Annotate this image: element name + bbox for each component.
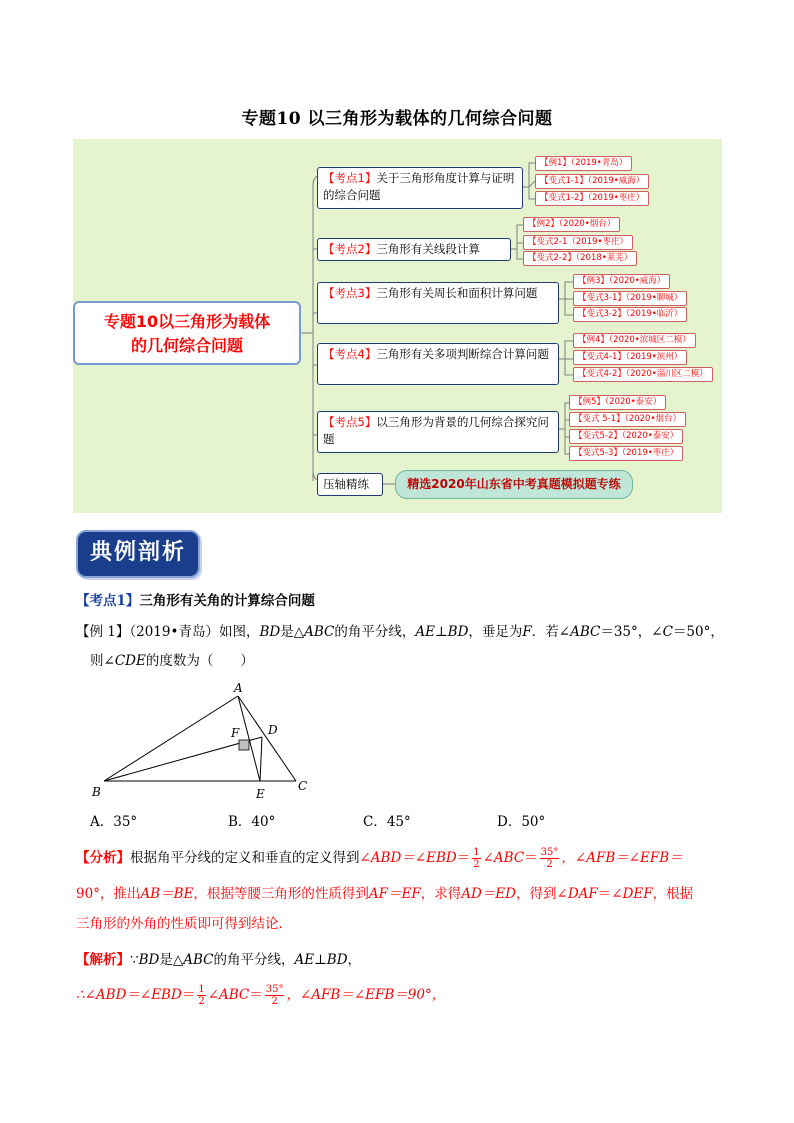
leaf-1-3[interactable]: 【变式1-2】（2019•枣庄） (535, 191, 649, 206)
segment-ac (238, 696, 296, 781)
mind-map-root: 专题10以三角形为载体 的几何综合问题 (73, 301, 301, 365)
triangle-figure (88, 680, 320, 805)
final-practice-box[interactable]: 压轴精练 (317, 473, 383, 496)
example-line-1: 【例 1】（2019•青岛）如图，BD是△ABC的角平分线，AE⊥BD，垂足为F．若∠ABC＝35°，∠C＝50°， (76, 624, 724, 640)
leaf-4-2[interactable]: 【变式4-1】（2019•滨州） (573, 350, 687, 365)
option-d[interactable]: D．50° (497, 814, 546, 830)
label-c: C (298, 779, 308, 793)
leaf-4-3[interactable]: 【变式4-2】（2020•淄川区二模） (573, 367, 713, 382)
leaf-5-1[interactable]: 【例5】（2020•泰安） (569, 395, 666, 410)
label-b: B (92, 785, 101, 799)
label-f: F (231, 726, 240, 740)
leaf-3-2[interactable]: 【变式3-1】（2019•聊城） (573, 291, 687, 306)
leaf-3-1[interactable]: 【例3】（2020•威海） (573, 274, 670, 289)
analysis-line-3: 三角形的外角的性质即可得到结论． (76, 916, 292, 932)
kaodian-4-box[interactable]: 【考点4】三角形有关多项判断综合计算问题 (317, 343, 559, 385)
leaf-5-3[interactable]: 【变式5-2】（2020•泰安） (569, 429, 683, 444)
mind-map (73, 139, 722, 513)
kaodian-5-box[interactable]: 【考点5】以三角形为背景的几何综合探究问题 (317, 411, 559, 453)
leaf-3-3[interactable]: 【变式3-2】（2019•临沂） (573, 307, 687, 322)
option-a[interactable]: A．35° (90, 814, 138, 830)
leaf-2-2[interactable]: 【变式2-1（2019•枣庄） (523, 235, 633, 250)
leaf-5-2[interactable]: 【变式 5-1】（2020•烟台） (569, 412, 686, 427)
right-angle-mark (239, 740, 249, 750)
leaf-1-1[interactable]: 【例1】（2019•青岛） (535, 156, 632, 171)
analysis-line-2: 90°，推出AB＝BE，根据等腰三角形的性质得到AF＝EF，求得AD＝ED，得到∠DAF＝∠DEF，根据 (76, 886, 694, 902)
label-e: E (256, 787, 265, 801)
leaf-2-3[interactable]: 【变式2-2】（2018•莱芜） (523, 251, 637, 266)
leaf-4-1[interactable]: 【例4】（2020•滨城区二模） (573, 333, 696, 348)
special-practice-box[interactable]: 精选2020年山东省中考真题模拟题专练 (395, 470, 633, 499)
leaf-1-2[interactable]: 【变式1-1】（2019•威海） (535, 174, 649, 189)
kaodian-3-box[interactable]: 【考点3】三角形有关周长和面积计算问题 (317, 282, 559, 324)
leaf-5-4[interactable]: 【变式5-3】（2019•枣庄） (569, 446, 683, 461)
segment-de (260, 737, 262, 781)
solution-line-1: 【解析】∵BD是△ABC的角平分线，AE⊥BD， (76, 952, 362, 968)
section-banner: 典例剖析 (76, 530, 200, 578)
example-line-2: 则∠CDE的度数为（ ） (90, 653, 254, 669)
section-heading: 【考点1】三角形有关角的计算综合问题 (76, 593, 315, 609)
label-d: D (268, 723, 278, 737)
segment-ab (104, 696, 238, 781)
kaodian-2-box[interactable]: 【考点2】三角形有关线段计算 (317, 238, 511, 261)
option-c[interactable]: C．45° (363, 814, 411, 830)
segment-bd (104, 737, 262, 781)
page-title: 专题10 以三角形为载体的几何综合问题 (241, 109, 553, 129)
leaf-2-1[interactable]: 【例2】（2020•烟台） (523, 217, 620, 232)
kaodian-1-box[interactable]: 【考点1】关于三角形角度计算与证明的综合问题 (317, 167, 523, 209)
analysis-line-1: 【分析】根据角平分线的定义和垂直的定义得到∠ABD＝∠EBD＝ $\frac{1}{2}$ ∠ABC＝ $\frac{35^\circ}{2}$ ，∠AFB＝∠EFB＝ (76, 847, 683, 870)
option-b[interactable]: B．40° (228, 814, 276, 830)
label-a: A (234, 681, 243, 695)
solution-line-2: ∴∠ABD＝∠EBD＝ $\frac{1}{2}$ ∠ABC＝ $\frac{35^\circ}{2}$ ，∠AFB＝∠EFB＝90°， (76, 984, 446, 1007)
